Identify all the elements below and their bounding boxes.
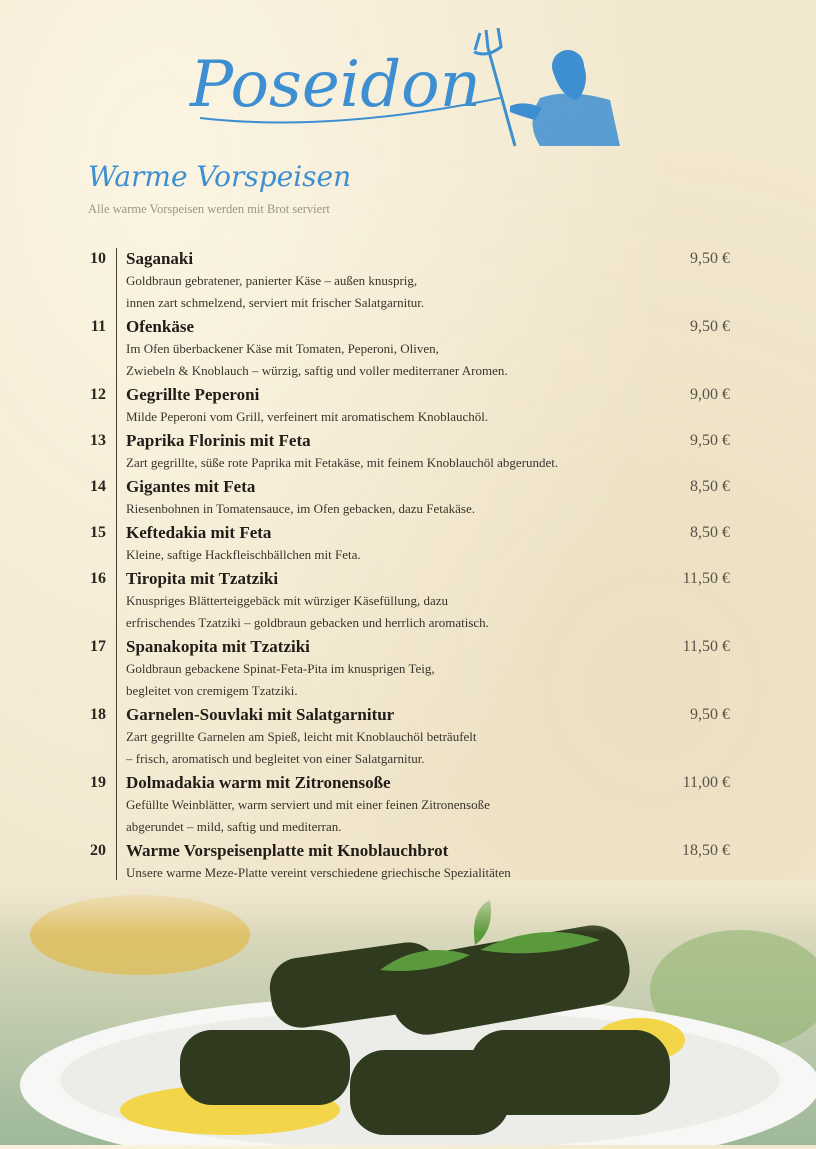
item-price: 9,00 €	[690, 386, 730, 403]
item-name: Gigantes mit Feta	[126, 477, 256, 496]
item-price: 9,50 €	[690, 318, 730, 335]
item-name: Gegrillte Peperoni	[126, 385, 260, 404]
item-description: Zart gegrillte, süße rote Paprika mit Fetakäse, mit feinem Knoblauchöl abgerundet.	[126, 455, 559, 470]
poseidon-figure-icon	[510, 50, 620, 146]
menu-item	[80, 636, 730, 704]
item-price: 9,50 €	[690, 432, 730, 449]
menu-item	[80, 772, 730, 840]
item-number: 11	[90, 318, 106, 335]
item-name: Warme Vorspeisenplatte mit Knoblauchbrot	[126, 841, 449, 860]
item-price: 11,50 €	[682, 638, 730, 655]
item-body	[116, 476, 730, 522]
item-number: 13	[90, 432, 106, 449]
item-number: 16	[90, 570, 106, 587]
item-name: Saganaki	[126, 249, 194, 268]
item-number: 12	[90, 386, 106, 403]
item-body	[116, 248, 730, 316]
item-body	[116, 568, 730, 636]
item-name: Garnelen-Souvlaki mit Salatgarnitur	[126, 705, 395, 724]
menu-item	[80, 248, 730, 316]
logo-wordmark: Poseidon	[190, 48, 481, 122]
item-number: 14	[90, 478, 106, 495]
item-name: Dolmadakia warm mit Zitronensoße	[126, 773, 391, 792]
item-price: 8,50 €	[690, 478, 730, 495]
item-description: Milde Peperoni vom Grill, verfeinert mit aromatischem Knoblauchöl.	[126, 409, 489, 424]
item-body	[116, 384, 730, 430]
item-body	[116, 636, 730, 704]
item-number: 19	[90, 774, 106, 791]
item-body	[116, 522, 730, 568]
item-name: Paprika Florinis mit Feta	[126, 431, 311, 450]
item-description: Knuspriges Blätterteiggebäck mit würziger Käsefüllung, dazu erfrischendes Tzatziki – goldbraun gebacken und herrlich aromatisch.	[126, 593, 489, 630]
item-description: Riesenbohnen in Tomatensauce, im Ofen gebacken, dazu Fetakäse.	[126, 501, 476, 516]
item-body	[116, 316, 730, 384]
item-body	[116, 704, 730, 772]
section-subtitle: Alle warme Vorspeisen werden mit Brot serviert	[88, 202, 330, 216]
menu-item	[80, 522, 730, 568]
item-body	[116, 772, 730, 840]
menu-list	[80, 248, 730, 932]
item-price: 9,50 €	[690, 250, 730, 267]
poseidon-logo	[180, 28, 640, 153]
item-description: Kleine, saftige Hackfleischbällchen mit Feta.	[126, 547, 361, 562]
item-description: Goldbraun gebratener, panierter Käse – außen knusprig, innen zart schmelzend, serviert mit frischer Salatgarnitur.	[126, 273, 425, 310]
item-description: Unsere warme Meze-Platte vereint verschiedene griechische Spezialitäten	[126, 865, 511, 880]
menu-item	[80, 430, 730, 476]
item-number: 10	[90, 250, 106, 267]
dolmades-photo	[0, 880, 816, 1145]
item-name: Spanakopita mit Tzatziki	[126, 637, 310, 656]
item-name: Tiropita mit Tzatziki	[126, 569, 279, 588]
item-description: Goldbraun gebackene Spinat-Feta-Pita im knusprigen Teig, begleitet von cremigem Tzatziki.	[126, 661, 435, 698]
item-number: 18	[90, 706, 106, 723]
item-name: Keftedakia mit Feta	[126, 523, 272, 542]
section-title: Warme Vorspeisen	[88, 160, 352, 193]
item-body	[116, 430, 730, 476]
item-number: 20	[90, 842, 106, 859]
menu-item	[80, 568, 730, 636]
item-price: 18,50 €	[682, 842, 730, 859]
menu-item	[80, 316, 730, 384]
item-price: 11,50 €	[682, 570, 730, 587]
item-description: Gefüllte Weinblätter, warm serviert und mit einer feinen Zitronensoße abgerundet – mild, saftig und mediterran.	[126, 797, 490, 834]
item-price: 11,00 €	[682, 774, 730, 791]
item-price: 8,50 €	[690, 524, 730, 541]
menu-item	[80, 476, 730, 522]
item-number: 17	[90, 638, 106, 655]
menu-item	[80, 384, 730, 430]
item-number: 15	[90, 524, 106, 541]
item-price: 9,50 €	[690, 706, 730, 723]
item-description: Im Ofen überbackener Käse mit Tomaten, Peperoni, Oliven, Zwiebeln & Knoblauch – würzig, saftig und voller mediterraner Aromen.	[126, 341, 508, 378]
menu-item	[80, 704, 730, 772]
item-description: Zart gegrillte Garnelen am Spieß, leicht mit Knoblauchöl beträufelt – frisch, aromatisch und begleitet von einer Salatgarnitur.	[126, 729, 477, 766]
item-name: Ofenkäse	[126, 317, 194, 336]
